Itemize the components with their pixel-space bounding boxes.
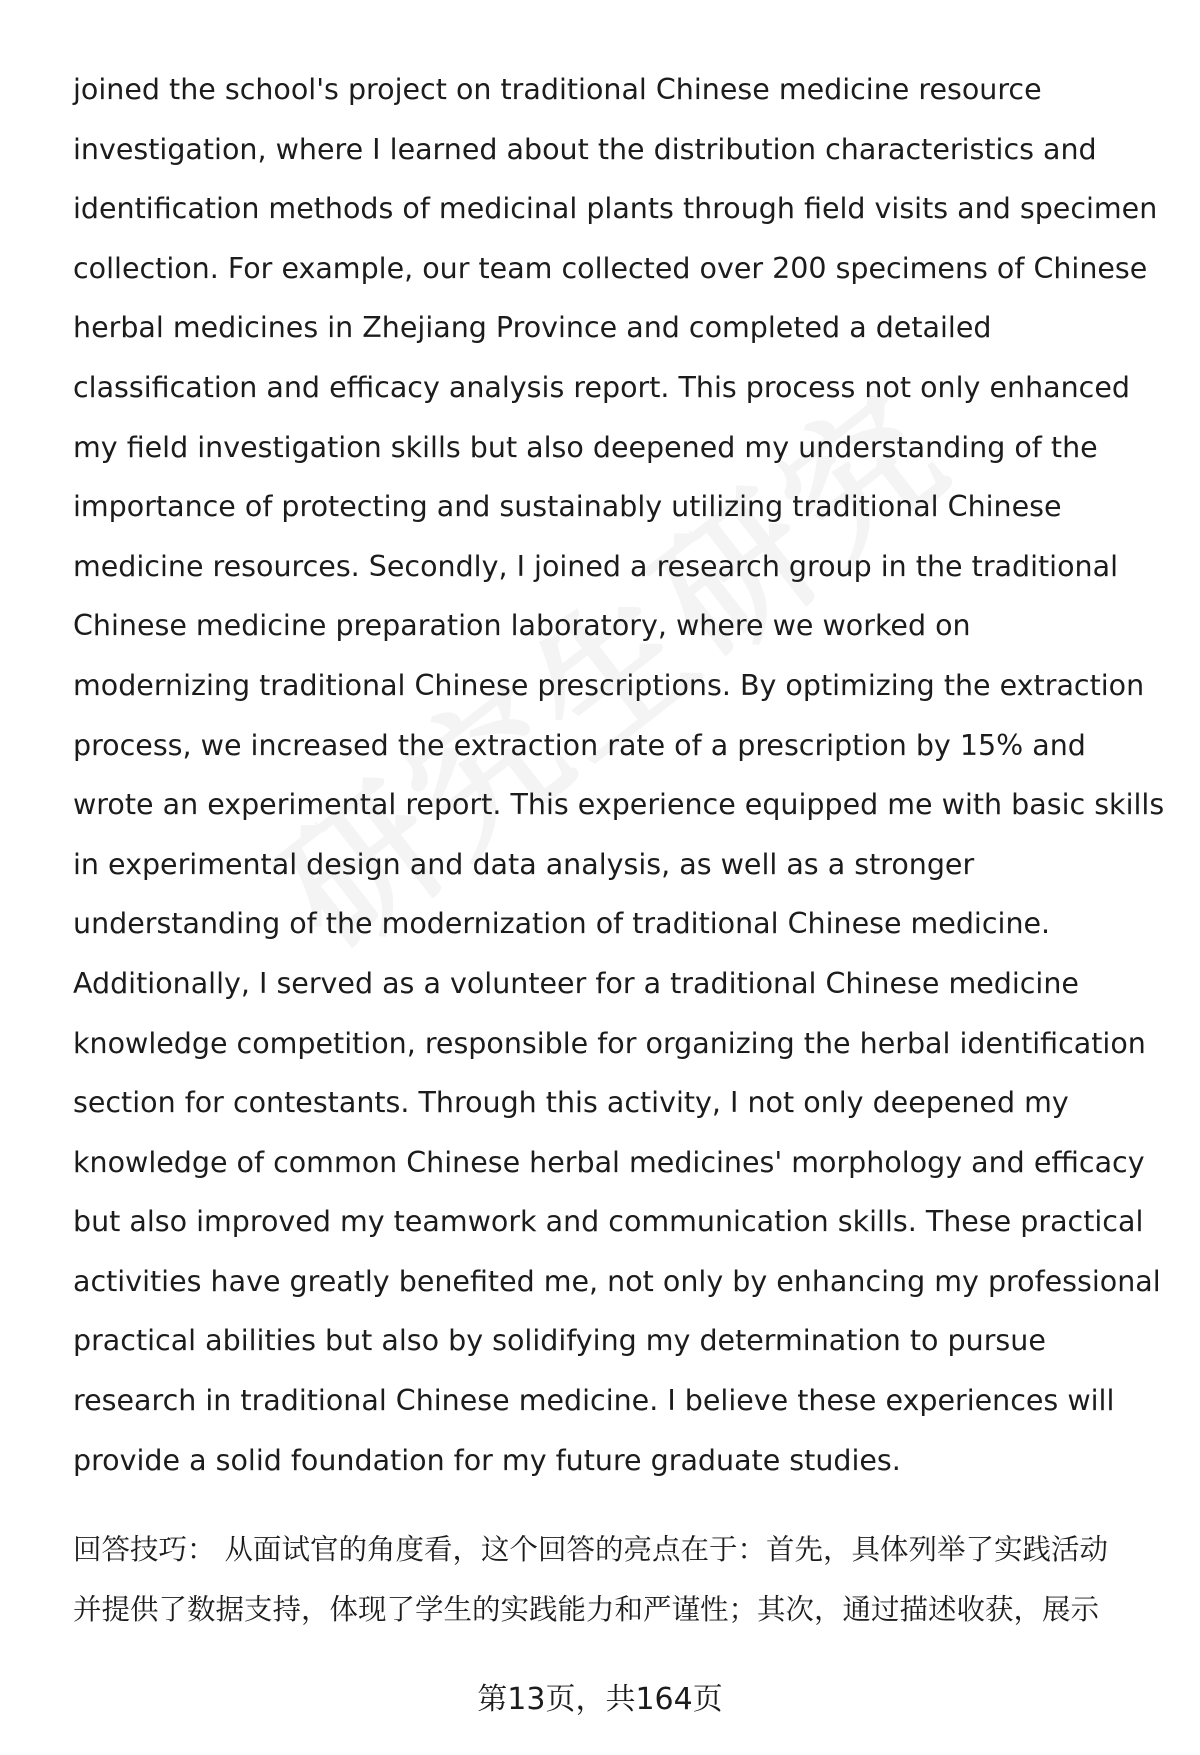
body-line: classification and efficacy analysis report. This process not only enhanced xyxy=(73,370,1130,404)
body-line: Chinese medicine preparation laboratory, where we worked on xyxy=(73,609,971,643)
page-number: 第13页，共164页 xyxy=(477,1682,723,1717)
answer-body xyxy=(73,60,1165,1490)
body-line: collection. For example, our team collected over 200 specimens of Chinese xyxy=(73,251,1148,285)
body-line: process, we increased the extraction rate of a prescription by 15% and xyxy=(73,728,1086,762)
body-line: understanding of the modernization of traditional Chinese medicine. xyxy=(73,907,1051,941)
body-line: but also improved my teamwork and communication skills. These practical xyxy=(73,1205,1144,1239)
body-line: my field investigation skills but also deepened my understanding of the xyxy=(73,430,1098,464)
body-line: research in traditional Chinese medicine. I believe these experiences will xyxy=(73,1384,1115,1418)
body-line: identification methods of medicinal plants through field visits and specimen xyxy=(73,192,1158,226)
body-line: medicine resources. Secondly, I joined a research group in the traditional xyxy=(73,549,1118,583)
answer-tip xyxy=(73,1520,1153,1640)
tip-line: 并提供了数据支持，体现了学生的实践能力和严谨性；其次，通过描述收获，展示 xyxy=(73,1593,1100,1626)
body-line: wrote an experimental report. This experience equipped me with basic skills xyxy=(73,788,1165,822)
body-line: modernizing traditional Chinese prescriptions. By optimizing the extraction xyxy=(73,668,1145,702)
body-line: provide a solid foundation for my future graduate studies. xyxy=(73,1443,901,1477)
body-line: importance of protecting and sustainably utilizing traditional Chinese xyxy=(73,490,1062,524)
body-line: activities have greatly benefited me, not only by enhancing my professional xyxy=(73,1264,1161,1298)
body-line: practical abilities but also by solidifying my determination to pursue xyxy=(73,1324,1046,1358)
body-line: knowledge of common Chinese herbal medicines' morphology and efficacy xyxy=(73,1145,1145,1179)
body-line: investigation, where I learned about the distribution characteristics and xyxy=(73,132,1097,166)
body-line: Additionally, I served as a volunteer for a traditional Chinese medicine xyxy=(73,966,1079,1000)
tip-line: 回答技巧： 从面试官的角度看，这个回答的亮点在于：首先，具体列举了实践活动 xyxy=(73,1533,1109,1566)
body-line: joined the school's project on traditional Chinese medicine resource xyxy=(73,73,1042,106)
body-line: section for contestants. Through this activity, I not only deepened my xyxy=(73,1086,1069,1120)
body-line: knowledge competition, responsible for organizing the herbal identification xyxy=(73,1026,1146,1060)
body-line: in experimental design and data analysis, as well as a stronger xyxy=(73,847,975,881)
body-line: herbal medicines in Zhejiang Province and completed a detailed xyxy=(73,311,992,345)
